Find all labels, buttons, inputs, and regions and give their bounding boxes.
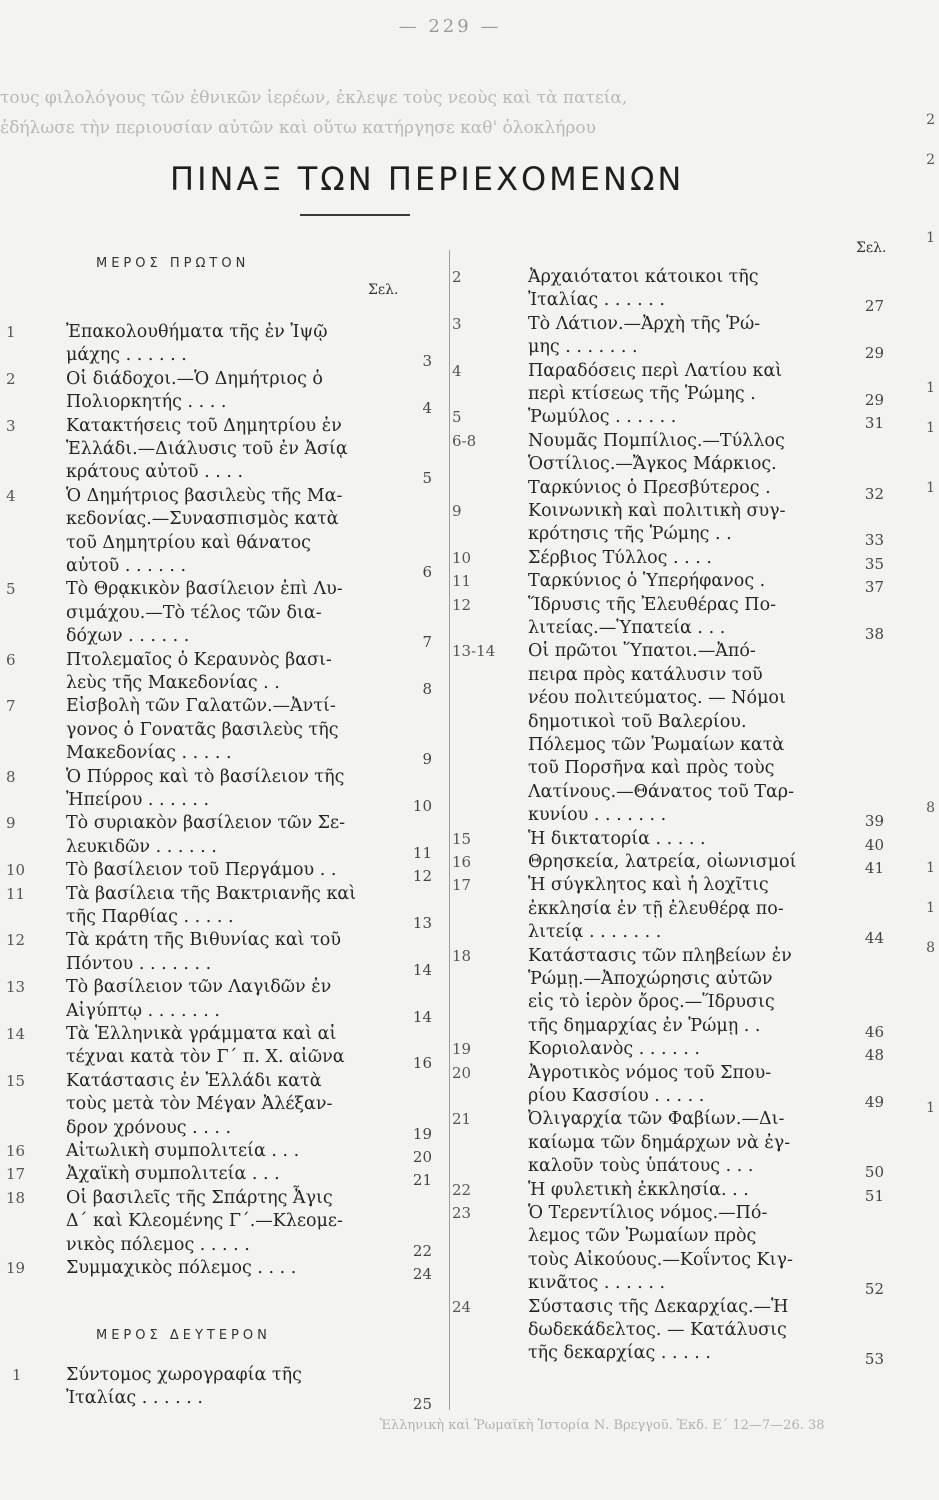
- entry-number: 2: [6, 369, 16, 388]
- entry-page: 48: [864, 1046, 884, 1065]
- entry-line: κινᾶτος . . . . . .: [528, 1273, 666, 1294]
- entry-line: Ἰταλίας . . . . . .: [528, 290, 665, 311]
- entry-page: 29: [864, 391, 884, 409]
- entry-page: 52: [864, 1280, 884, 1299]
- entry-number: 4: [6, 486, 16, 505]
- entry-page: 8: [422, 680, 432, 698]
- entry-page: 37: [864, 578, 884, 597]
- entry-line: Ἡ δικτατορία . . . . .: [528, 828, 706, 849]
- entry-line: τοὺς Αἰκούους.—Κοΐντος Κιγ-: [528, 1249, 793, 1270]
- entry-line: καλοῦν τοὺς ὑπάτους . . .: [528, 1156, 754, 1177]
- entry-page: 4: [422, 399, 432, 418]
- entry-line: περὶ κτίσεως τῆς Ῥώμης .: [528, 384, 756, 404]
- entry-line: δρον χρόνους . . . .: [66, 1117, 232, 1138]
- entry-page: 41: [864, 859, 884, 877]
- entry-line: λεμος τῶν Ῥωμαίων πρὸς: [528, 1226, 757, 1247]
- entry-line: Πόλεμος τῶν Ῥωμαίων κατὰ: [528, 735, 785, 755]
- entry-line: Παραδόσεις περὶ Λατίου καὶ: [528, 360, 783, 381]
- entry-page: 6: [422, 563, 432, 581]
- entry-number: 8: [6, 767, 16, 786]
- entry-line: Ῥώμῃ.—Ἀποχώρησις αὐτῶν: [528, 969, 773, 989]
- entry-line: νικὸς πόλεμος . . . . .: [66, 1234, 250, 1255]
- entry-number: 12: [6, 931, 26, 950]
- entry-line: Σέρβιος Τύλλος . . . .: [528, 547, 712, 568]
- entry-line: Νουμᾶς Πομπίλιος.—Τύλλος: [528, 430, 785, 451]
- entry-line: Σύντομος χωρογραφία τῆς: [66, 1365, 302, 1385]
- entry-number: 19: [452, 1040, 472, 1059]
- entry-line: Ὁ Πύρρος καὶ τὸ βασίλειον τῆς: [66, 766, 345, 787]
- entry-number: 6: [6, 650, 16, 669]
- entry-line: Οἱ βασιλεῖς τῆς Σπάρτης Ἆγις: [66, 1187, 333, 1208]
- entry-line: καίωμα τῶν δημάρχων νὰ ἐγ-: [528, 1132, 791, 1153]
- edge-mark: 1: [926, 900, 935, 916]
- entry-line: τῆς δεκαρχίας . . . . .: [528, 1343, 711, 1364]
- part-heading-first: ΜΕΡΟΣ ΠΡΩΤΟΝ: [96, 256, 250, 271]
- entry-number: 19: [6, 1259, 26, 1277]
- entry-line: Αἰτωλικὴ συμπολιτεία . . .: [66, 1141, 300, 1161]
- entry-line: Σύστασις τῆς Δεκαρχίας.—Ἡ: [528, 1296, 789, 1317]
- entry-line: Κοινωνικὴ καὶ πολιτικὴ συγ-: [528, 501, 786, 521]
- edge-mark: 1: [926, 1100, 935, 1116]
- entry-line: ἐκκλησία ἐν τῇ ἐλευθέρᾳ πο-: [528, 898, 784, 919]
- entry-line: Ἀχαϊκὴ συμπολιτεία . . .: [66, 1164, 280, 1185]
- entry-line: Ὀλιγαρχία τῶν Φαβίων.—Δι-: [528, 1109, 785, 1130]
- entry-line: αὐτοῦ . . . . . .: [66, 556, 187, 576]
- entry-page: 35: [864, 554, 884, 573]
- bleed-through-text: τους φιλολόγους τῶν ἐθνικῶν ἱερέων, ἐκλεψε τοὺς νεοὺς καὶ τὰ πατεία,: [0, 88, 628, 108]
- entry-page: 20: [412, 1148, 432, 1166]
- entry-page: 46: [864, 1022, 884, 1041]
- entry-number: 14: [6, 1025, 26, 1043]
- entry-number: 6-8: [452, 431, 477, 450]
- entry-line: Τὰ Ἑλληνικὰ γράμματα καὶ αἱ: [66, 1024, 337, 1044]
- edge-mark: 2: [926, 112, 935, 128]
- entry-line: μάχης . . . . . .: [66, 345, 187, 366]
- edge-mark: 1: [926, 860, 935, 876]
- edge-mark: 1: [926, 230, 935, 246]
- entry-line: Τὰ κράτη τῆς Βιθυνίας καὶ τοῦ: [66, 930, 341, 951]
- entry-line: κράτους αὐτοῦ . . . .: [66, 462, 244, 483]
- printer-footer: Ἑλληνικὴ καὶ Ῥωμαϊκὴ Ἱστορία Ν. Βρεγγοῦ. Ἐκδ. Ε΄ 12—7—26. 38: [380, 1418, 825, 1433]
- entry-line: Ὁ Τερεντίλιος νόμος.—Πό-: [528, 1203, 768, 1223]
- entry-line: Εἰσβολὴ τῶν Γαλατῶν.—Ἀντί-: [66, 696, 336, 717]
- entry-number: 11: [452, 572, 472, 591]
- entry-line: δόχων . . . . . .: [66, 626, 190, 647]
- entry-number: 1: [12, 1366, 22, 1384]
- entry-line: κρότησις τῆς Ῥώμης . .: [528, 524, 732, 545]
- entry-number: 5: [452, 408, 462, 427]
- entry-number: 10: [452, 548, 472, 567]
- entry-number: 10: [6, 861, 26, 880]
- entry-page: 31: [864, 414, 884, 433]
- entry-page: 12: [412, 867, 432, 886]
- entry-line: Ταρκύνιος ὁ Ὑπερήφανος .: [528, 571, 766, 592]
- entry-line: Ταρκύνιος ὁ Πρεσβύτερος .: [528, 477, 771, 498]
- entry-number: 24: [452, 1297, 472, 1316]
- entry-page: 5: [422, 469, 432, 488]
- entry-page: 50: [864, 1163, 884, 1182]
- entry-page: 10: [412, 797, 432, 815]
- entry-line: λιτείας.—Ὑπατεία . . .: [528, 618, 726, 638]
- entry-line: Τὸ Λάτιον.—Ἀρχὴ τῆς Ῥώ-: [528, 313, 761, 334]
- entry-number: 4: [452, 361, 462, 380]
- entry-page: 21: [412, 1171, 432, 1190]
- entry-page: 33: [864, 531, 884, 550]
- entry-line: Ὁστίλιος.—Ἄγκος Μάρκιος.: [528, 454, 777, 475]
- entry-line: Ὁ Δημήτριος βασιλεὺς τῆς Μα-: [66, 485, 343, 506]
- entry-line: Ἑλλάδι.—Διάλυσις τοῦ ἐν Ἀσίᾳ: [66, 439, 348, 459]
- entry-page: 51: [864, 1186, 884, 1205]
- entry-line: κυνίου . . . . . . .: [528, 805, 667, 826]
- page-title: ΠΙΝΑΞ ΤΩΝ ΠΕΡΙΕΧΟΜΕΝΩΝ: [170, 160, 685, 198]
- entry-page: 24: [412, 1265, 432, 1283]
- entry-page: 14: [412, 1007, 432, 1026]
- entry-line: κεδονίας.—Συνασπισμὸς κατὰ: [66, 509, 339, 530]
- entry-page: 19: [412, 1124, 432, 1143]
- entry-number: 17: [452, 876, 472, 895]
- entry-number: 2: [452, 268, 462, 286]
- entry-number: 21: [452, 1110, 472, 1129]
- entry-number: 3: [6, 416, 16, 435]
- entry-number: 16: [6, 1142, 26, 1160]
- entry-number: 17: [6, 1165, 26, 1184]
- edge-mark: 8: [926, 940, 935, 956]
- entry-number: 18: [452, 946, 472, 965]
- part-heading-second: ΜΕΡΟΣ ΔΕΥΤΕΡΟΝ: [96, 1328, 271, 1343]
- entry-page: 29: [864, 344, 884, 363]
- entry-number: 3: [452, 314, 462, 333]
- entry-line: Κοριολανὸς . . . . . .: [528, 1039, 700, 1060]
- entry-page: 25: [412, 1395, 432, 1414]
- entry-line: Κατάστασις ἐν Ἑλλάδι κατὰ: [66, 1070, 322, 1091]
- entry-line: Αἰγύπτῳ . . . . . . .: [66, 1000, 220, 1021]
- entry-line: Λατίνους.—Θάνατος τοῦ Ταρ-: [528, 781, 794, 802]
- entry-page: 27: [864, 297, 884, 316]
- entry-line: Ἡ φυλετικὴ ἐκκλησία. . .: [528, 1179, 749, 1200]
- page-column-label-left: Σελ.: [368, 282, 399, 298]
- entry-line: Κατακτήσεις τοῦ Δημητρίου ἐν: [66, 415, 342, 436]
- entry-number: 7: [6, 697, 16, 716]
- page-edge-marks: [915, 60, 939, 1500]
- entry-line: ρίου Κασσίου . . . . .: [528, 1086, 705, 1106]
- entry-line: Ἵδρυσις τῆς Ἐλευθέρας Πο-: [528, 594, 777, 615]
- column-divider: [449, 250, 450, 1410]
- entry-line: Κατάστασις τῶν πληβείων ἐν: [528, 945, 792, 966]
- entry-line: τῆς δημαρχίας ἐν Ῥώμῃ . .: [528, 1015, 761, 1036]
- entry-line: λιτείᾳ . . . . . . .: [528, 922, 662, 943]
- page-number: — 229 —: [398, 16, 502, 37]
- entry-line: Ἐπακολουθήματα τῆς ἐν Ἰψῷ: [66, 322, 328, 342]
- entry-line: γονος ὁ Γονατᾶς βασιλεὺς τῆς: [66, 719, 339, 740]
- entry-line: Δ΄ καὶ Κλεομένης Γ΄.—Κλεομε-: [66, 1211, 343, 1232]
- page-column-label-right: Σελ.: [856, 240, 887, 256]
- title-rule: [300, 214, 410, 216]
- entry-page: 9: [422, 750, 432, 769]
- entry-page: 11: [412, 843, 432, 862]
- entry-line: Οἱ πρῶτοι Ὕπατοι.—Ἀπό-: [528, 641, 756, 662]
- entry-number: 15: [452, 829, 472, 848]
- entry-number: 18: [6, 1188, 26, 1207]
- entry-page: 53: [864, 1350, 884, 1369]
- edge-mark: 2: [926, 152, 935, 168]
- entry-line: τοῦ Πορσῆνα καὶ πρὸς τοὺς: [528, 758, 775, 779]
- entry-number: 22: [452, 1180, 472, 1199]
- entry-page: 16: [412, 1054, 432, 1073]
- entry-line: δωδεκάδελτος. — Κατάλυσις: [528, 1320, 787, 1340]
- entry-line: τοὺς μετὰ τὸν Μέγαν Ἀλέξαν-: [66, 1094, 333, 1115]
- entry-number: 16: [452, 853, 472, 871]
- entry-line: μης . . . . . . .: [528, 337, 638, 358]
- entry-line: Τὸ βασίλειον τῶν Λαγιδῶν ἐν: [66, 977, 332, 998]
- entry-line: Μακεδονίας . . . . .: [66, 743, 232, 764]
- entry-number: 12: [452, 595, 472, 614]
- entry-line: δημοτικοὶ τοῦ Βαλερίου.: [528, 711, 747, 732]
- entry-page: 3: [422, 352, 432, 371]
- entry-line: Τὸ βασίλειον τοῦ Περγάμου . .: [66, 860, 337, 881]
- entry-number: 15: [6, 1071, 26, 1090]
- entry-line: Τὸ Θρᾳκικὸν βασίλειον ἐπὶ Λυ-: [66, 579, 343, 600]
- entry-line: Τὰ βασίλεια τῆς Βακτριανῆς καὶ: [66, 883, 357, 904]
- entry-page: 39: [864, 812, 884, 831]
- edge-mark: 1: [926, 380, 935, 396]
- entry-line: τέχναι κατὰ τὸν Γ΄ π. Χ. αἰῶνα: [66, 1047, 345, 1068]
- entry-page: 40: [864, 835, 884, 854]
- entry-line: λευκιδῶν . . . . . .: [66, 836, 217, 857]
- bleed-through-text: ἐδήλωσε τὴν περιουσίαν αὐτῶν καὶ οὕτω κατήργησε καθ' ὁλοκλήρου: [0, 118, 596, 138]
- entry-number: 23: [452, 1204, 472, 1222]
- entry-page: 44: [864, 929, 884, 948]
- entry-line: Ἠπείρου . . . . . .: [66, 790, 210, 810]
- entry-line: Ἀρχαιότατοι κάτοικοι τῆς: [528, 267, 759, 287]
- entry-line: Οἱ διάδοχοι.—Ὁ Δημήτριος ὁ: [66, 368, 323, 389]
- entry-page: 49: [864, 1093, 884, 1111]
- entry-line: Ῥωμύλος . . . . . .: [528, 407, 677, 428]
- edge-mark: 8: [926, 800, 935, 816]
- entry-line: εἰς τὸ ἱερὸν ὄρος.—Ἵδρυσις: [528, 992, 775, 1013]
- entry-number: 20: [452, 1063, 472, 1082]
- entry-page: 38: [864, 625, 884, 643]
- entry-line: τοῦ Δημητρίου καὶ θάνατος: [66, 532, 311, 553]
- entry-number: 9: [452, 502, 462, 520]
- entry-line: πειρα πρὸς κατάλυσιν τοῦ: [528, 664, 763, 685]
- entry-number: 1: [6, 323, 16, 341]
- entry-page: 13: [412, 914, 432, 932]
- entry-line: Ἀγροτικὸς νόμος τοῦ Σπου-: [528, 1062, 772, 1083]
- entry-number: 13: [6, 978, 26, 997]
- entry-line: Ἡ σύγκλητος καὶ ἡ λοχῖτις: [528, 875, 769, 896]
- entry-line: νέου πολιτεύματος. — Νόμοι: [528, 688, 786, 709]
- entry-page: 7: [422, 633, 432, 652]
- entry-page: 22: [412, 1241, 432, 1260]
- entry-line: Πτολεμαῖος ὁ Κεραυνὸς βασι-: [66, 649, 332, 670]
- entry-line: Θρησκεία, λατρεία, οἰωνισμοί: [528, 852, 797, 872]
- edge-mark: 1: [926, 480, 935, 496]
- entry-page: 32: [864, 484, 884, 503]
- entry-number: 13-14: [452, 642, 496, 661]
- entry-line: Ἰταλίας . . . . . .: [66, 1388, 203, 1409]
- entry-number: 9: [6, 814, 16, 833]
- entry-number: 11: [6, 884, 26, 903]
- entry-line: Συμμαχικὸς πόλεμος . . . .: [66, 1258, 297, 1278]
- entry-line: Πόντου . . . . . . .: [66, 953, 212, 974]
- entry-line: Πολιορκητής . . . .: [66, 392, 227, 413]
- entry-line: λεὺς τῆς Μακεδονίας . .: [66, 673, 280, 693]
- entry-line: Τὸ συριακὸν βασίλειον τῶν Σε-: [66, 813, 346, 834]
- entry-line: τῆς Παρθίας . . . . .: [66, 907, 234, 927]
- entry-page: 14: [412, 960, 432, 979]
- entry-number: 5: [6, 580, 16, 599]
- entry-line: σιμάχου.—Τὸ τέλος τῶν δια-: [66, 602, 322, 623]
- edge-mark: 1: [926, 420, 935, 436]
